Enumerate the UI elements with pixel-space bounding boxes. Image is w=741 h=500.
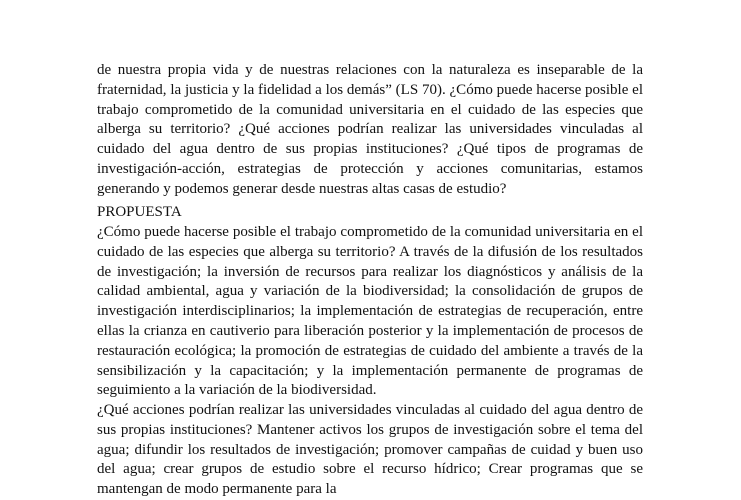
section-heading-propuesta: PROPUESTA <box>97 204 182 220</box>
paragraph-water-care: ¿Qué acciones podrían realizar las universidades vinculadas al cuidado del agua dentro de sus propias instituciones? Mantener activos los grupos de investigación sobre el tema del agua; difundir los resultados de investigación; promover campañas de cuidad y buen uso del agua; crear grupos de estudio sobre el recurso hídrico; Crear programas que se mantengan de modo permanente para la <box>97 402 643 498</box>
paragraph-species-care: ¿Cómo puede hacerse posible el trabajo comprometido de la comunidad universitaria en el cuidado de las especies que alberga su territorio? A través de la difusión de los resultados de investigación; la inversión de recursos para realizar los diagnósticos y análisis de la calidad ambiental, agua y variación de la biodiversidad; la consolidación de grupos de investigación interdisciplinarios; la implementación de estrategias de recuperación, entre ellas la crianza en cautiverio para liberación posterior y la implementación de procesos de restauración ecológica; la promoción de estrategias de cuidado del ambiente a través de la sensibilización y la capacitación; y la implementación permanente de programas de seguimiento a la variación de la biodiversidad. <box>97 224 643 399</box>
paragraph-intro: de nuestra propia vida y de nuestras relaciones con la naturaleza es inseparable de la fraternidad, la justicia y la fidelidad a los demás” (LS 70). ¿Cómo puede hacerse posible el trabajo comprometido de la comunidad universitaria en el cuidado de las especies que alberga su territorio? ¿Qué acciones podrían realizar las universidades vinculadas al cuidado del agua dentro de sus propias instituciones? ¿Qué tipos de programas de investigación-acción, estrategias de protección y acciones comunitarias, estamos generando y podemos generar desde nuestras altas casas de estudio? <box>97 62 643 197</box>
